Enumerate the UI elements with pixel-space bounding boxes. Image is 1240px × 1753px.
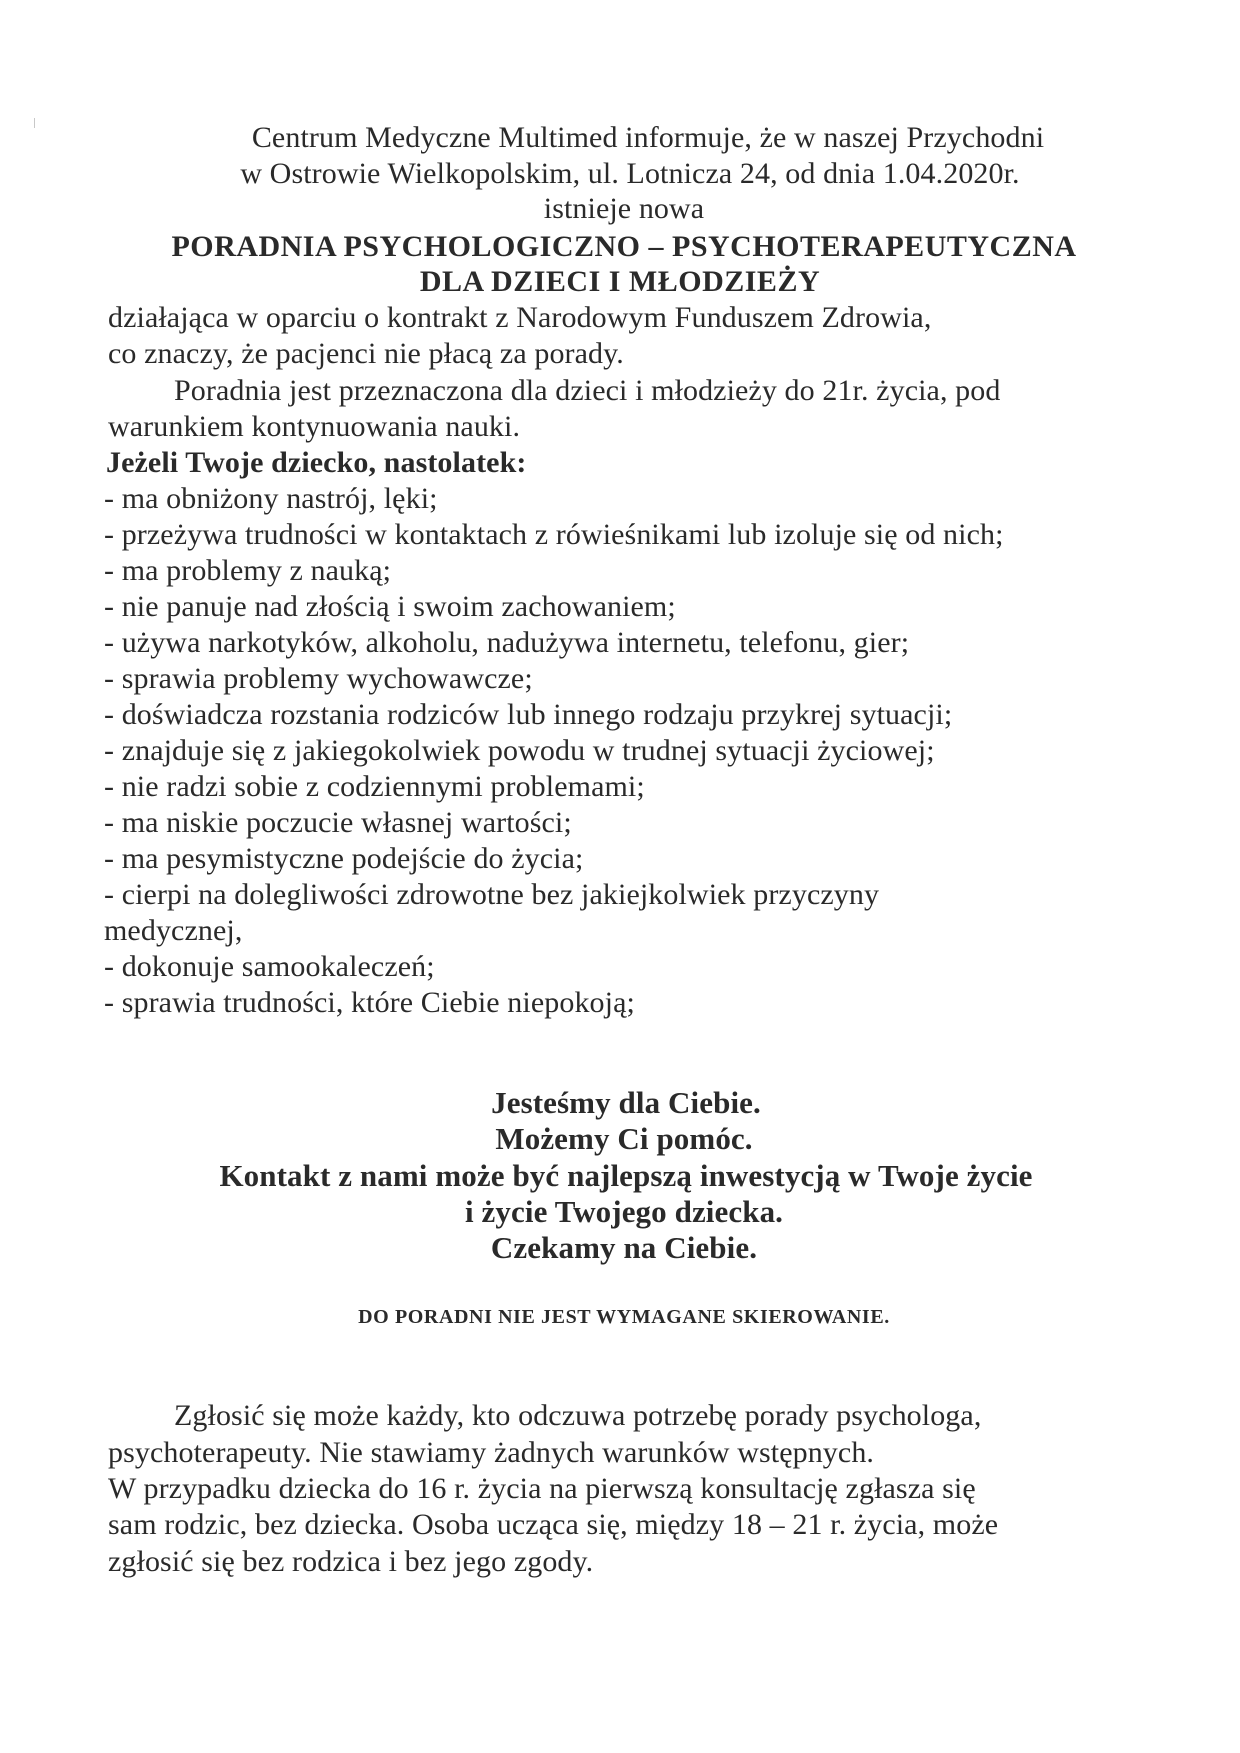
symptom-item: - nie radzi sobie z codziennymi problemami; — [104, 770, 645, 803]
clinic-name-heading: PORADNIA PSYCHOLOGICZNO – PSYCHOTERAPEUTYCZNA — [171, 230, 1077, 263]
symptom-item: - nie panuje nad złością i swoim zachowaniem; — [104, 590, 676, 623]
referral-notice: DO PORADNI NIE JEST WYMAGANE SKIEROWANIE. — [358, 1306, 890, 1328]
clinic-audience-heading: DLA DZIECI I MŁODZIEŻY — [419, 265, 821, 298]
symptom-item: - używa narkotyków, alkoholu, nadużywa internetu, telefonu, gier; — [104, 626, 910, 659]
contract-line-1: działająca w oparciu o kontrakt z Narodowym Funduszem Zdrowia, — [108, 301, 932, 334]
eligibility-line-1: Poradnia jest przeznaczona dla dzieci i młodzieży do 21r. życia, pod — [174, 374, 1001, 407]
closing-line-4: i życie Twojego dziecka. — [464, 1194, 784, 1229]
closing-line-5: Czekamy na Ciebie. — [490, 1230, 758, 1265]
eligibility-line-2: warunkiem kontynuowania nauki. — [108, 410, 521, 443]
footer-line-4: sam rodzic, bez dziecka. Osoba ucząca się, między 18 – 21 r. życia, może — [108, 1508, 999, 1541]
footer-line-5: zgłosić się bez rodzica i bez jego zgody. — [108, 1545, 594, 1578]
closing-line-2: Możemy Ci pomóc. — [495, 1121, 753, 1156]
symptom-item: - doświadcza rozstania rodziców lub innego rodzaju przykrej sytuacji; — [104, 698, 953, 731]
closing-line-3: Kontakt z nami może być najlepszą inwestycją w Twoje życie — [219, 1158, 1033, 1193]
symptom-item: - ma pesymistyczne podejście do życia; — [104, 842, 584, 875]
symptom-item: - cierpi na dolegliwości zdrowotne bez jakiejkolwiek przyczyny — [104, 878, 880, 911]
symptom-item: - sprawia problemy wychowawcze; — [104, 662, 533, 695]
footer-line-3: W przypadku dziecka do 16 r. życia na pierwszą konsultację zgłasza się — [108, 1472, 976, 1505]
symptom-item: - dokonuje samookaleczeń; — [104, 950, 435, 983]
contract-line-2: co znaczy, że pacjenci nie płacą za porady. — [108, 337, 624, 370]
symptom-item: - ma niskie poczucie własnej wartości; — [104, 806, 572, 839]
footer-line-1: Zgłosić się może każdy, kto odczuwa potrzebę porady psychologa, — [174, 1399, 982, 1432]
symptom-item: - znajduje się z jakiegokolwiek powodu w trudnej sytuacji życiowej; — [104, 734, 935, 767]
closing-line-1: Jesteśmy dla Ciebie. — [491, 1085, 761, 1120]
symptom-item: - ma problemy z nauką; — [104, 554, 392, 587]
symptom-item: - sprawia trudności, które Ciebie niepokoją; — [104, 986, 635, 1019]
symptom-list-heading: Jeżeli Twoje dziecko, nastolatek: — [106, 446, 527, 479]
intro-line-3: istnieje nowa — [543, 192, 705, 225]
symptom-item: - przeżywa trudności w kontaktach z rówieśnikami lub izoluje się od nich; — [104, 518, 1004, 551]
intro-line-1: Centrum Medyczne Multimed informuje, że w naszej Przychodni — [251, 121, 1045, 154]
symptom-item: - ma obniżony nastrój, lęki; — [104, 482, 438, 515]
symptom-item-continuation: medycznej, — [104, 914, 243, 947]
footer-line-2: psychoterapeuty. Nie stawiamy żadnych warunków wstępnych. — [108, 1436, 875, 1469]
intro-line-2: w Ostrowie Wielkopolskim, ul. Lotnicza 24, od dnia 1.04.2020r. — [240, 157, 1020, 190]
